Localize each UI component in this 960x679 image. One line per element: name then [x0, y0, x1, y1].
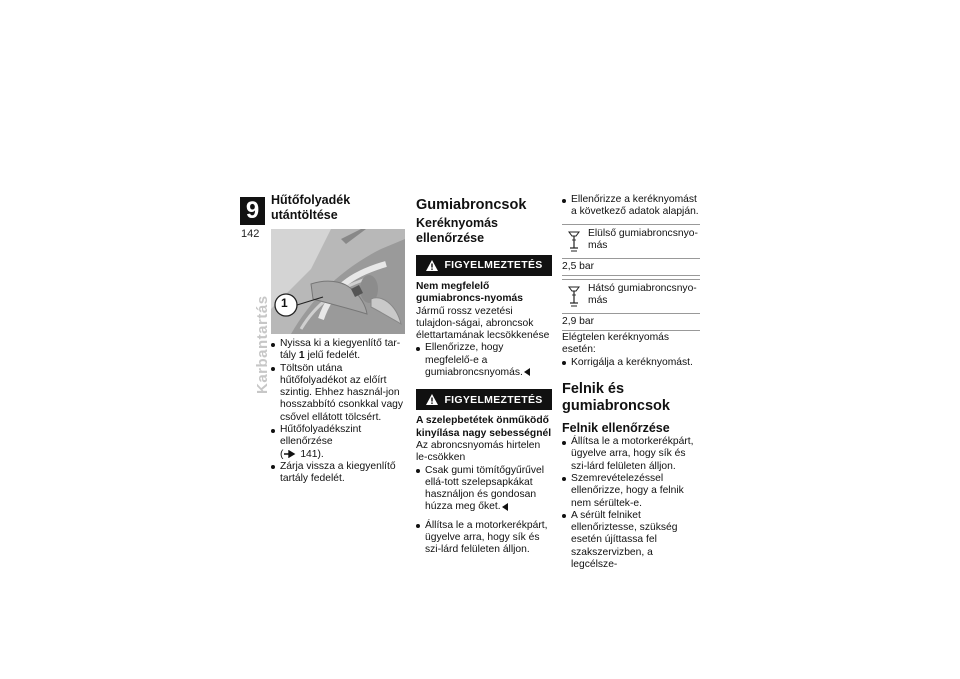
- rear-pressure-value: 2,9 bar: [562, 313, 700, 331]
- pressure-check-list: [562, 194, 700, 219]
- list-item: Nyissa ki a kiegyenlítő tar-tály 1 jelű fedelét.: [271, 338, 407, 363]
- page-reference-arrow-icon: [283, 450, 297, 458]
- section-side-label: Karbantartás: [254, 295, 271, 394]
- warning-triangle-icon: [425, 259, 439, 272]
- coolant-reservoir-illustration: [271, 229, 405, 334]
- list-item: Korrigálja a keréknyomást.: [562, 357, 700, 369]
- warning-1-heading: Nem megfelelő gumiabroncs-nyomás: [416, 281, 523, 305]
- warning-2-body: Az abroncsnyomás hirtelen le-csökken: [416, 439, 541, 464]
- warning-1-body: Jármű rossz vezetési tulajdon-ságai, abroncsok élettartamának lecsökkenése: [416, 305, 550, 342]
- rims-steps: [562, 436, 700, 571]
- warning-triangle-icon: [425, 393, 439, 406]
- warning-1-list: [416, 342, 552, 379]
- list-item: Ellenőrizze, hogy megfelelő-e a gumiabroncsnyomás.: [416, 342, 552, 379]
- page-reference[interactable]: 141).: [300, 448, 324, 460]
- tyre-pressure-gauge-icon: [566, 285, 582, 309]
- list-item: A sérült felniket ellenőriztesse, szükség esetén újíttassa fel szakszervizben, a legcélsze-: [562, 510, 700, 571]
- rear-pressure-spec: [562, 279, 700, 331]
- warning-label: FIGYELMEZTETÉS: [444, 393, 543, 406]
- front-pressure-value: 2,5 bar: [562, 258, 700, 276]
- warning-banner-2: [416, 389, 552, 410]
- warning-2-heading: A szelepbetétek önműködő kinyílása nagy sebességnél: [416, 415, 552, 439]
- correct-pressure-list: [562, 357, 700, 369]
- tyre-pressure-gauge-icon: [566, 230, 582, 254]
- coolant-steps: [271, 338, 407, 486]
- warning-banner-1: [416, 255, 552, 276]
- tyre-steps: [416, 520, 552, 557]
- end-marker-icon: [502, 503, 508, 511]
- page-number: 142: [241, 228, 260, 240]
- spec-label-row: [562, 224, 700, 258]
- list-item: Állítsa le a motorkerékpárt, ügyelve arra, hogy sík és szi-lárd felületen álljon.: [416, 520, 552, 557]
- list-item: Állítsa le a motorkerékpárt, ügyelve arra, hogy sík és szi-lárd felületen álljon.: [562, 436, 700, 473]
- coolant-reservoir-photo: [271, 229, 405, 334]
- coolant-title: Hűtőfolyadék utántöltése: [271, 193, 351, 222]
- column-rims: [562, 194, 700, 571]
- tyres-title: Gumiabroncsok: [416, 197, 527, 213]
- tyre-pressure-subtitle: Keréknyomás ellenőrzése: [416, 216, 498, 245]
- spec-label-row: [562, 279, 700, 313]
- incorrect-pressure-note: Elégtelen keréknyomás esetén:: [562, 332, 670, 356]
- front-pressure-spec: [562, 224, 700, 276]
- column-tyres: [416, 197, 552, 557]
- end-marker-icon: [524, 368, 530, 376]
- list-item: Hűtőfolyadékszint ellenőrzése ( 141).: [271, 424, 407, 461]
- list-item: Zárja vissza a kiegyenlítő tartály fedelét.: [271, 461, 407, 486]
- list-item: Ellenőrizze a keréknyomást a következő adatok alapján.: [562, 194, 700, 219]
- column-coolant: [271, 193, 407, 486]
- list-item: Csak gumi tömítőgyűrűvel ellá-tott szelepsapkákat használjon és gondosan húzza meg őket.: [416, 465, 552, 514]
- warning-label: FIGYELMEZTETÉS: [444, 259, 543, 272]
- front-pressure-label: Elülső gumiabroncsnyo-más: [588, 227, 698, 251]
- rear-pressure-label: Hátsó gumiabroncsnyo-más: [588, 282, 697, 307]
- warning-2-list: [416, 465, 552, 514]
- list-item: Szemrevételezéssel ellenőrizze, hogy a felnik nem sérültek-e.: [562, 473, 700, 510]
- rims-check-subtitle: Felnik ellenőrzése: [562, 421, 670, 436]
- chapter-number: 9: [240, 197, 265, 225]
- rims-section-title: Felnik és gumiabroncsok: [562, 381, 670, 415]
- list-item: Töltsön utána hűtőfolyadékot az előírt szintig. Ehhez használ-jon hosszabbító csonkkal vagy csővel ellátott tölcsért.: [271, 363, 407, 424]
- photo-callout-1: 1: [281, 296, 288, 310]
